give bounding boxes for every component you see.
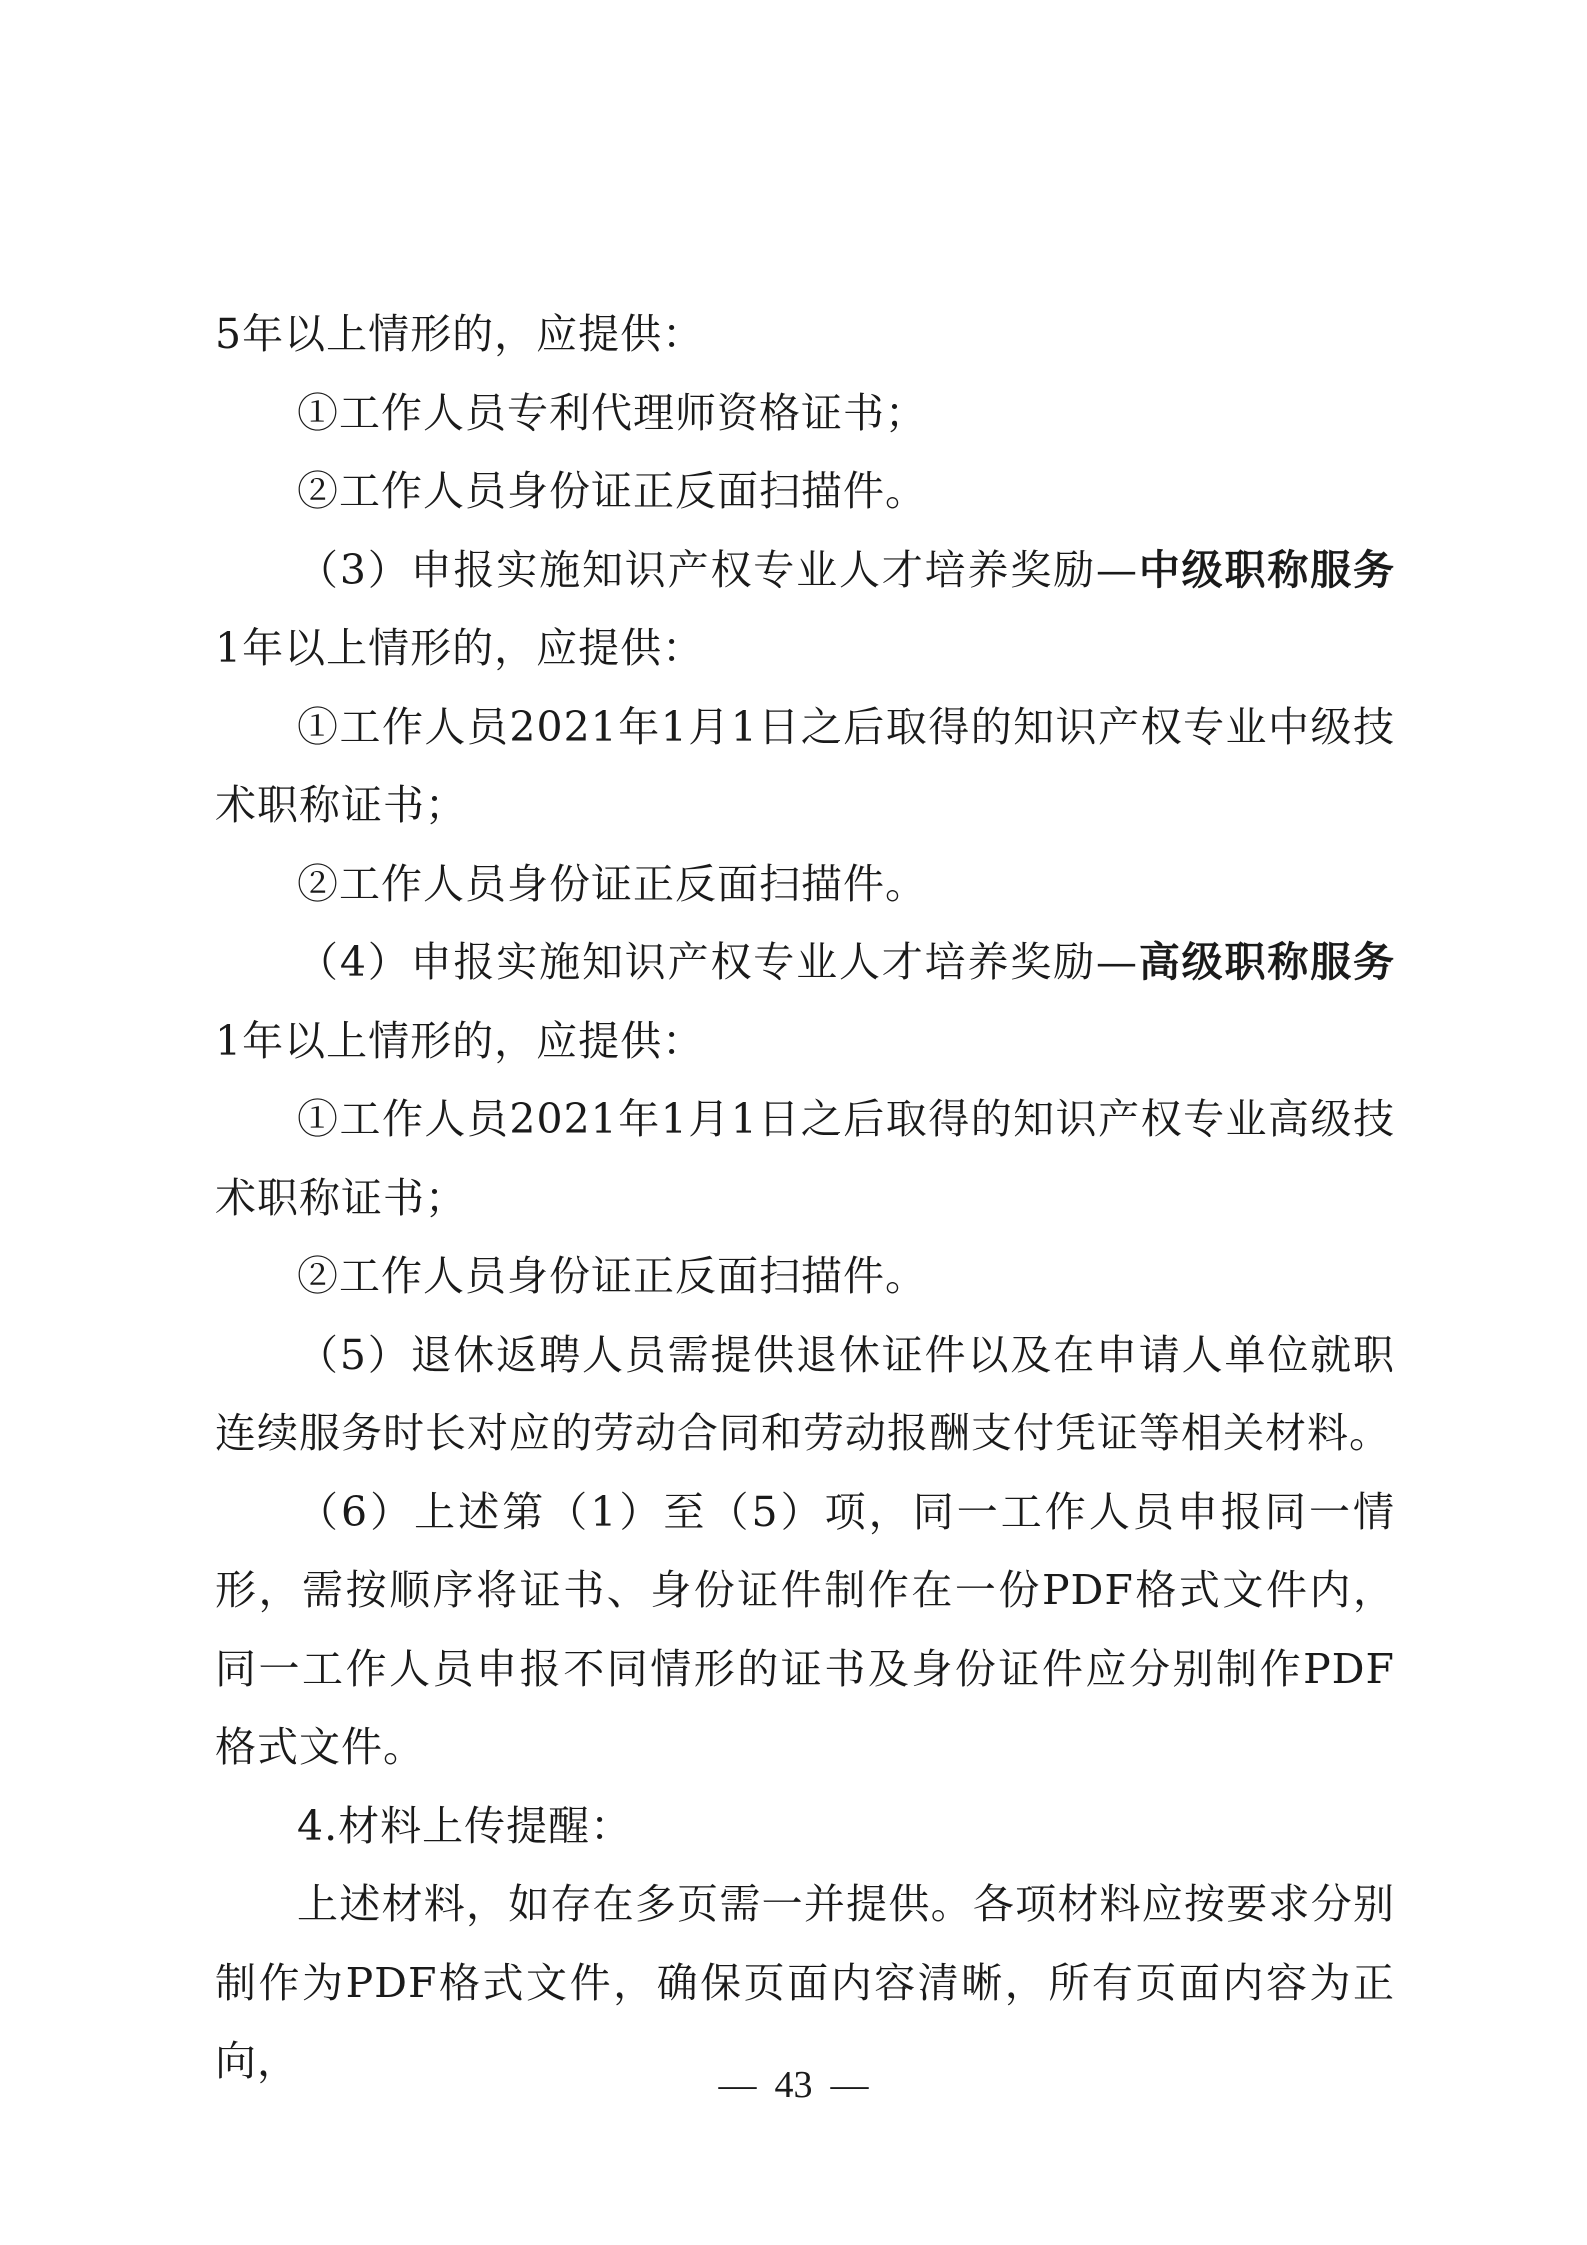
paragraph-item-3 (215, 531, 1395, 688)
footer-dash-left: — (718, 2064, 757, 2106)
list-item: ①工作人员专利代理师资格证书； (297, 388, 927, 437)
list-item: ②工作人员身份证正反面扫描件。 (297, 859, 927, 908)
section-heading: 4.材料上传提醒： (297, 1801, 633, 1850)
document-body (215, 295, 1395, 2101)
list-item: ①工作人员2021年1月1日之后取得的知识产权专业中级技术职称证书； (215, 702, 1395, 829)
footer-dash-right: — (830, 2064, 869, 2106)
item-3-intro: （3）申报实施知识产权专业人才培养奖励— (297, 545, 1138, 594)
item-4-intro: （4）申报实施知识产权专业人才培养奖励— (297, 938, 1138, 986)
item-4-emphasis: 高级职称服务 (1137, 938, 1396, 986)
paragraph-item-6: （6）上述第（1）至（5）项，同一工作人员申报同一情形，需按顺序将证书、身份证件制作在一份PDF格式文件内，同一工作人员申报不同情形的证书及身份证件应分别制作PDF格式文件。 (215, 1487, 1395, 1771)
paragraph-item-4 (215, 923, 1395, 1080)
paragraph-upload-reminder: 上述材料，如存在多页需一并提供。各项材料应按要求分别制作为PDF格式文件，确保页面内容清晰，所有页面内容为正向， (215, 1880, 1395, 2085)
list-item: ②工作人员身份证正反面扫描件。 (297, 467, 927, 515)
item-4-tail: 1年以上情形的，应提供： (215, 1016, 705, 1065)
list-item: ①工作人员2021年1月1日之后取得的知识产权专业高级技术职称证书； (215, 1095, 1395, 1222)
paragraph-item-5: （5）退休返聘人员需提供退休证件以及在申请人单位就职连续服务时长对应的劳动合同和劳动报酬支付凭证等相关材料。 (215, 1330, 1395, 1457)
item-3-emphasis: 中级职称服务 (1137, 545, 1396, 594)
page-footer (0, 2060, 1587, 2110)
list-item: ②工作人员身份证正反面扫描件。 (297, 1252, 927, 1300)
item-3-tail: 1年以上情形的，应提供： (215, 624, 705, 672)
page-number: 43 (774, 2064, 813, 2106)
paragraph-continuation: 5年以上情形的，应提供： (215, 310, 705, 358)
